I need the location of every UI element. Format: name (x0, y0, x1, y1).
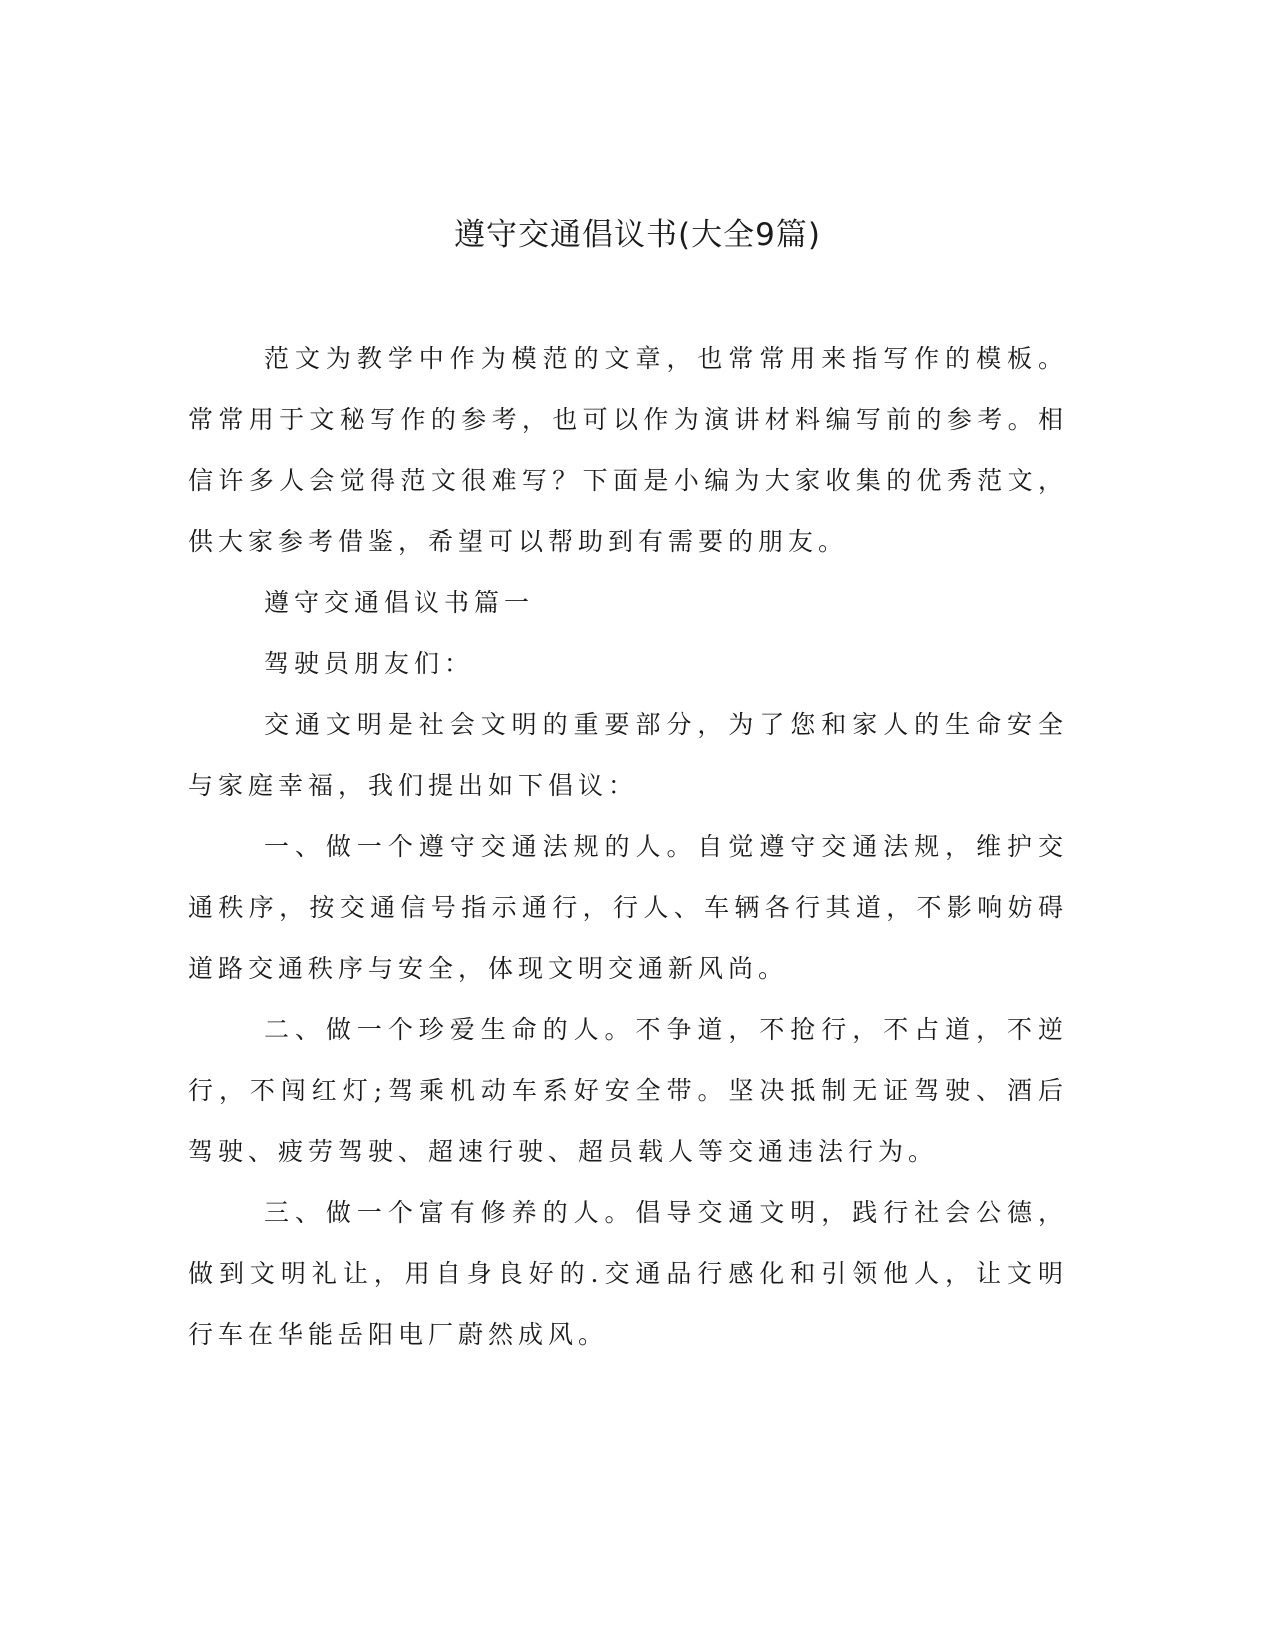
proposal-paragraph-3: 三、做一个富有修养的人。倡导交通文明，践行社会公德，做到文明礼让，用自身良好的.交通品行感化和引领他人，让文明行车在华能岳阳电厂蔚然成风。 (188, 1198, 1068, 1349)
opening-paragraph: 交通文明是社会文明的重要部分，为了您和家人的生命安全与家庭幸福，我们提出如下倡议： (188, 710, 1068, 800)
intro-paragraph: 范文为教学中作为模范的文章，也常常用来指写作的模板。常常用于文秘写作的参考，也可以作为演讲材料编写前的参考。相信许多人会觉得范文很难写？下面是小编为大家收集的优秀范文，供大家参考借鉴，希望可以帮助到有需要的朋友。 (188, 344, 1068, 556)
salutation: 驾驶员朋友们： (264, 649, 475, 678)
document-body (188, 328, 1068, 1365)
proposal-paragraph-1: 一、做一个遵守交通法规的人。自觉遵守交通法规，维护交通秩序，按交通信号指示通行，行人、车辆各行其道，不影响妨碍道路交通秩序与安全，体现文明交通新风尚。 (188, 832, 1068, 983)
document-title: 遵守交通倡议书(大全9篇) (454, 217, 821, 253)
proposal-paragraph-2: 二、做一个珍爱生命的人。不争道，不抢行，不占道，不逆行，不闯红灯;驾乘机动车系好安全带。坚决抵制无证驾驶、酒后驾驶、疲劳驾驶、超速行驶、超员载人等交通违法行为。 (188, 1015, 1068, 1166)
section-heading: 遵守交通倡议书篇一 (264, 588, 535, 617)
